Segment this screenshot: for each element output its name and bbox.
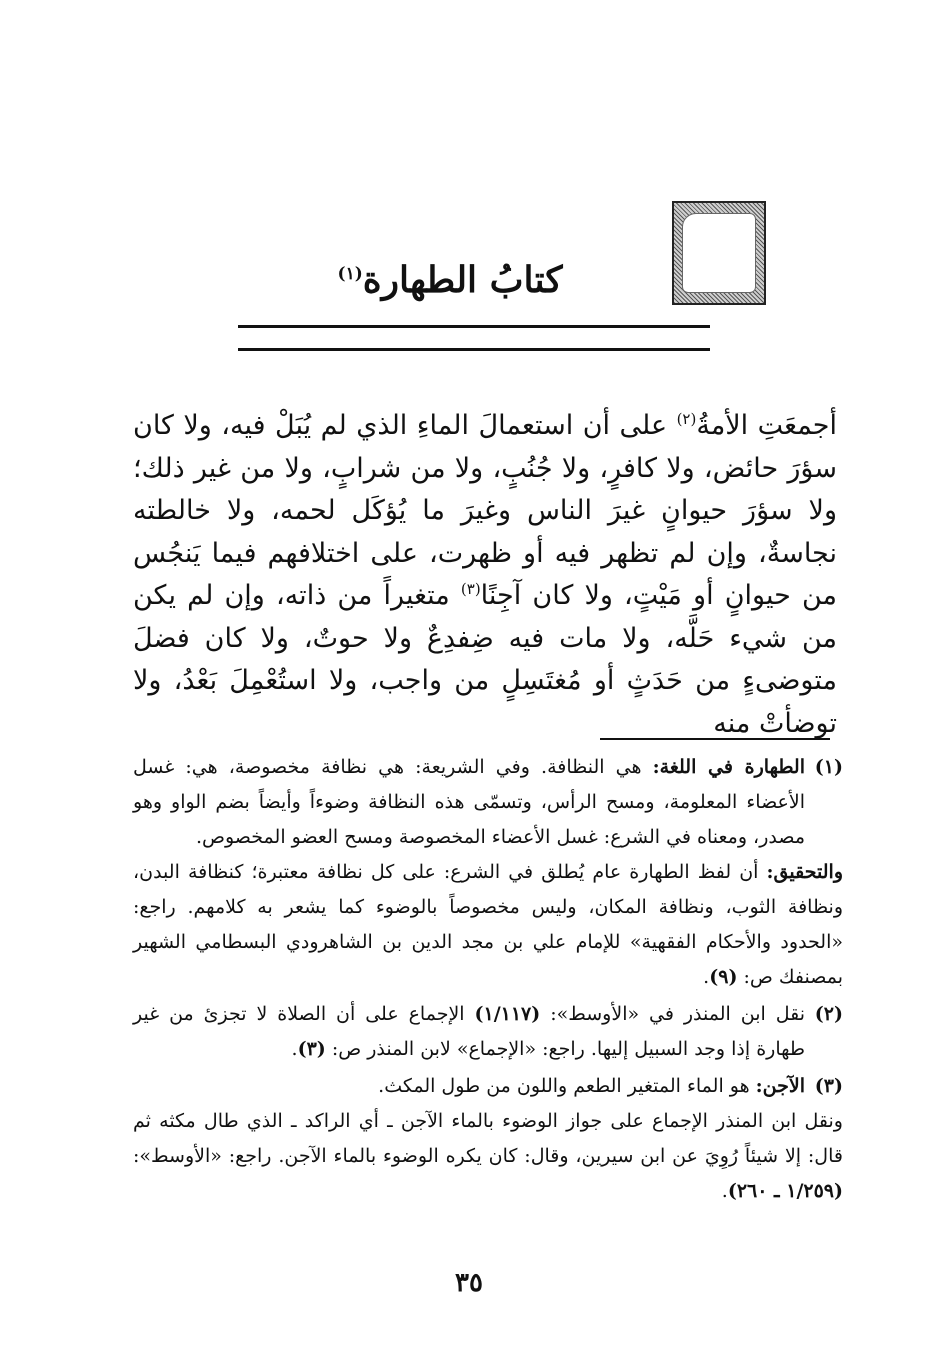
footnote-text: ونقل ابن المنذر الإجماع على جواز الوضوء بالماء الآجن ـ أي الراكد ـ الذي طال مكثه ثم قال: إلا شيئاً رُوِيَ عن ابن سيرين، وقال: كان يكره الوضوء بالماء الآجن. راجع: «الأوسط»: <box>133 1110 843 1167</box>
footnote-marker-2[interactable]: (٢) <box>676 410 697 428</box>
footnote-text-end: . <box>721 1180 728 1202</box>
footnote-number: (٢) <box>814 1003 843 1025</box>
footnote-3 <box>133 1069 843 1209</box>
chapter-title-text: كتابُ الطهارة <box>362 259 563 301</box>
chapter-ornament-frame <box>672 201 766 305</box>
main-paragraph <box>133 405 837 745</box>
footnote-text: الإجماع على أن الصلاة لا تجزئ من غير طهارة إذا وجد السبيل إليها. راجع: «الإجماع» لابن المنذر ص: <box>133 1003 805 1060</box>
footnote-text-end: . <box>291 1038 298 1060</box>
footnote-1-continuation <box>133 855 843 995</box>
ornament-inner-panel <box>682 213 756 293</box>
footnote-reference: (١/١١٧) <box>474 1003 541 1025</box>
footnotes-section <box>133 750 843 1211</box>
chapter-title <box>300 245 600 315</box>
chapter-title-footnote-marker: (١) <box>337 264 363 284</box>
paragraph-segment: على أن استعمالَ الماءِ الذي لم يُبَلْ فيه، ولا كان سؤرَ حائض، ولا كافرٍ، ولا جُنُبٍ، ولا من شرابٍ، ولا من غير ذلك؛ ولا سؤرَ حيوانٍ غيرَ الناس وغيرَ ما يُؤكَل لحمه، ولا خالطته نجاسةٌ، وإن لم تظهر فيه أو ظهرت، على اختلافهم فيما يَنجُس من حيوانٍ أو مَيْتٍ، ولا كان آجِنًا <box>133 410 838 611</box>
footnote-lead-term: والتحقيق: <box>766 861 843 883</box>
page-number: ٣٥ <box>455 1268 483 1298</box>
footnote-reference: (٣) <box>297 1038 326 1060</box>
footnote-text: نقل ابن المنذر في «الأوسط»: <box>540 1003 805 1025</box>
footnote-number: (٣) <box>814 1075 843 1097</box>
title-rule-bottom <box>238 348 710 351</box>
footnote-lead-term: الآجن: <box>755 1075 805 1097</box>
footnote-reference: (١/٢٥٩ ـ ٢٦٠) <box>727 1180 843 1202</box>
footnote-3-continuation <box>133 1104 843 1209</box>
footnote-marker-3[interactable]: (٣) <box>460 580 481 598</box>
footnote-1-body <box>133 750 843 855</box>
title-rule-top <box>238 325 710 328</box>
footnote-text: أن لفظ الطهارة عام يُطلق في الشرع: على كل نظافة معتبرة؛ كنظافة البدن، ونظافة الثوب، ونظافة المكان، وليس مخصوصاً بالوضوء كما يشعر به كلامهم. راجع: «الحدود والأحكام الفقهية» للإمام علي بن مجد الدين بن الشاهرودي البسطامي الشهير بمصنفك ص: <box>133 861 843 988</box>
footnote-text: هو الماء المتغير الطعم واللون من طول المكث. <box>378 1075 756 1097</box>
footnote-lead-term: الطهارة في اللغة: <box>652 756 806 778</box>
paragraph-segment: متغيراً من ذاته، وإن لم يكن من شيء حَلَّه، ولا مات فيه ضِفدِعٌ ولا حوتٌ، ولا كان فضلَ متوضىءٍ من حَدَثٍ أو مُغتَسِلٍ من واجب، ولا استُعْمِلَ بَعْدُ، ولا توضأتْ منه <box>133 580 837 739</box>
footnote-reference: (٩) <box>709 966 738 988</box>
footnote-number: (١) <box>814 756 843 778</box>
paragraph-segment: أجمعَتِ الأمةُ <box>696 410 837 441</box>
footnote-text: هي النظافة. وفي الشريعة: هي نظافة مخصوصة، هي: غسل الأعضاء المعلومة، ومسح الرأس، وتسمّى هذه النظافة وضوءاً وأيضاً بضم الواو وهو مصدر، ومعناه في الشرع: غسل الأعضاء المخصوصة ومسح العضو المخصوص. <box>133 756 805 848</box>
footnote-text-end: . <box>703 966 710 988</box>
footnote-2 <box>133 997 843 1067</box>
footnote-2-body <box>133 997 843 1067</box>
footnote-separator <box>600 738 830 740</box>
footnote-1 <box>133 750 843 995</box>
footnote-3-body <box>133 1069 843 1104</box>
